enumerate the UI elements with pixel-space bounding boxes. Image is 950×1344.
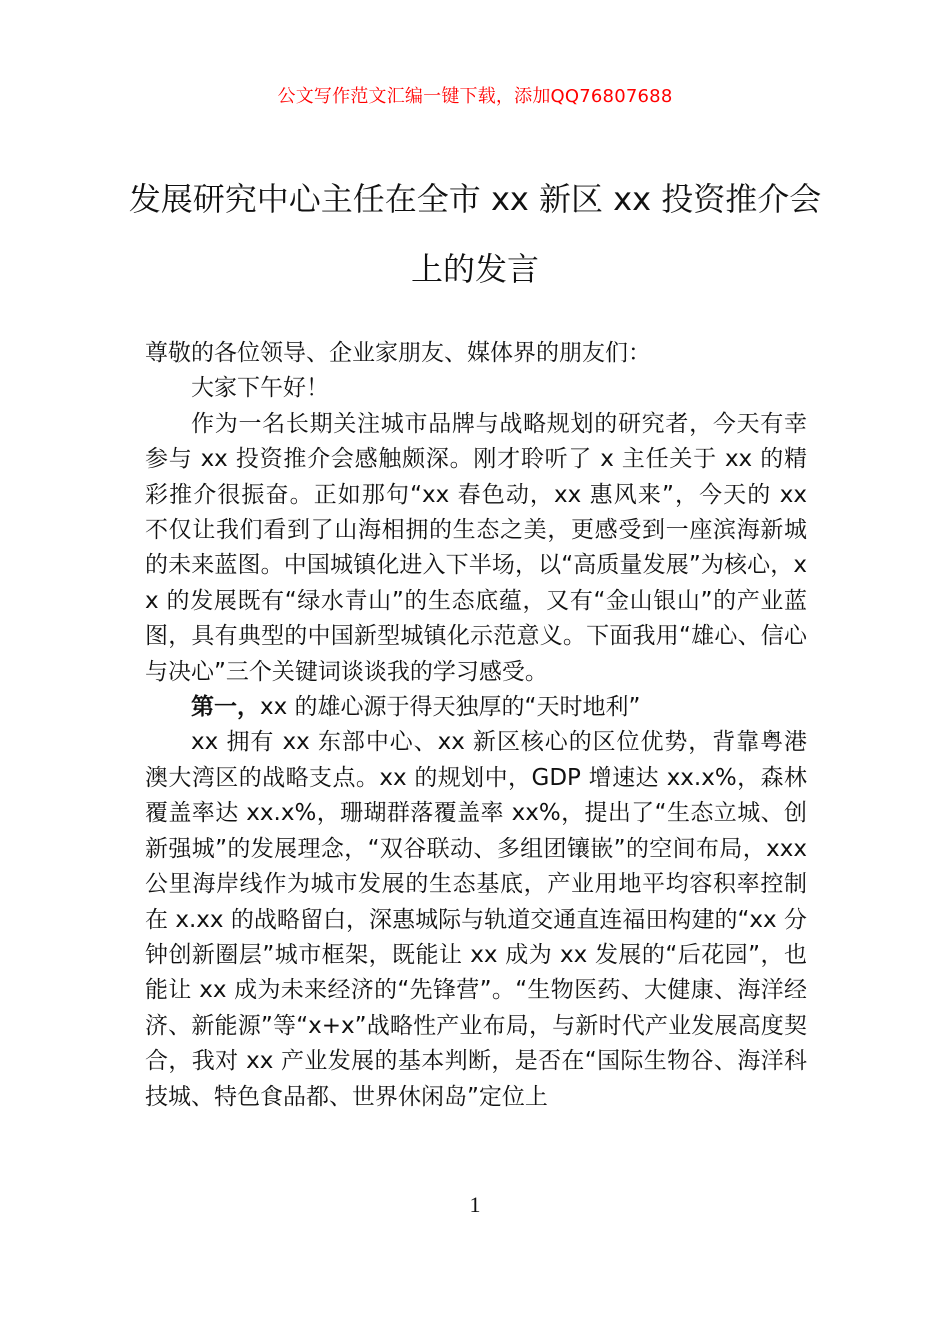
greeting: 大家下午好！ <box>191 375 329 402</box>
section-body-paragraph: xx 拥有 xx 东部中心、xx 新区核心的区位优势，背靠粤港澳大湾区的战略支点。xx 的规划中，GDP 增速达 xx.x%，森林覆盖率达 xx.x%，珊瑚群落覆盖率 xx%，提出了“生态立城、创新强城”的发展理念，“双谷联动、多组团镶嵌”的空间布局，xxx 公里海岸线作为城市发展的生态基底，产业用地平均容积率控制在 x.xx 的战略留白，深惠城际与轨道交通直连福田构建的“xx 分钟创新圈层”城市框架，既能让 xx 成为 xx 发展的“后花园”，也能让 xx 成为未来经济的“先锋营”。“生物医药、大健康、海洋经济、新能源”等“x+x”战略性产业布局，与新时代产业发展高度契合，我对 xx 产业发展的基本判断，是否在“国际生物谷、海洋科技城、特色食品都、世界休闲岛”定位上 <box>145 729 807 1110</box>
intro-paragraph: 作为一名长期关注城市品牌与战略规划的研究者，今天有幸参与 xx 投资推介会感触颇深。刚才聆听了 x 主任关于 xx 的精彩推介很振奋。正如那句“xx 春色动，xx 惠风来”，今天的 xx 不仅让我们看到了山海相拥的生态之美，更感受到一座滨海新城的未来蓝图。中国城镇化进入下半场，以“高质量发展”为核心，xx 的发展既有“绿水青山”的生态底蕴，又有“金山银山”的产业蓝图，具有典型的中国新型城镇化示范意义。下面我用“雄心、信心与决心”三个关键词谈谈我的学习感受。 <box>145 410 807 685</box>
salutation: 尊敬的各位领导、企业家朋友、媒体界的朋友们： <box>145 340 651 366</box>
section-title: xx 的雄心源于得天独厚的“天时地利” <box>260 694 641 721</box>
download-banner: 公文写作范文汇编一键下载，添加QQ76807688 <box>277 86 673 107</box>
section-label: 第一， <box>191 694 260 721</box>
page-number: 1 <box>469 1192 481 1217</box>
section-heading <box>145 690 807 725</box>
document-title: 发展研究中心主任在全市 xx 新区 xx 投资推介会上的发言 <box>128 180 822 288</box>
document-body <box>145 336 807 1115</box>
